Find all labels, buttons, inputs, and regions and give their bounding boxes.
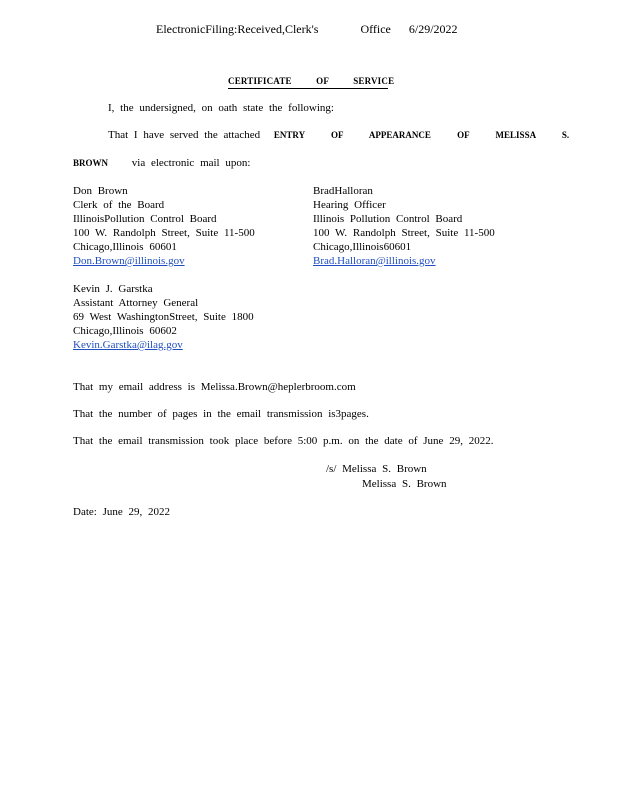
recipient-email-link[interactable]: Don.Brown@illinois.gov: [73, 255, 185, 267]
filing-stamp: ElectronicFiling:Received,Clerk's: [156, 22, 319, 36]
recipient-city: Chicago,Illinois 60601: [73, 241, 177, 253]
served-suffix: via electronic mail upon:: [131, 157, 251, 169]
recipient-email-link[interactable]: Kevin.Garstka@ilag.gov: [73, 339, 183, 351]
recipient-email-link[interactable]: Brad.Halloran@illinois.gov: [313, 255, 436, 267]
signature-name: Melissa S. Brown: [362, 478, 447, 490]
recipient-block: [313, 184, 495, 268]
recipient-street: 100 W. Randolph Street, Suite 11-500: [313, 227, 495, 239]
recipient-name: Don Brown: [73, 185, 128, 197]
filing-office: Office: [360, 22, 391, 36]
recipient-street: 69 West WashingtonStreet, Suite 1800: [73, 311, 254, 323]
date-line: Date: June 29, 2022: [73, 506, 170, 518]
filing-date: 6/29/2022: [408, 22, 458, 36]
recipient-block: [73, 282, 254, 352]
recipient-org: Illinois Pollution Control Board: [313, 213, 463, 225]
statement-pages: That the number of pages in the email transmission is3pages.: [73, 408, 369, 420]
recipient-block: [73, 184, 255, 268]
recipient-name: Kevin J. Garstka: [73, 283, 153, 295]
served-line-cont: [73, 156, 250, 170]
recipient-city: Chicago,Illinois 60602: [73, 325, 177, 337]
recipient-org: IllinoisPollution Control Board: [73, 213, 217, 225]
filing-header: [156, 21, 458, 37]
served-document-cont: BROWN: [73, 158, 109, 168]
statement-email: That my email address is Melissa.Brown@heplerbroom.com: [73, 381, 356, 393]
served-document: ENTRY OF APPEARANCE OF MELISSA S.: [273, 130, 570, 140]
recipient-street: 100 W. Randolph Street, Suite 11-500: [73, 227, 255, 239]
recipient-name: BradHalloran: [313, 185, 373, 197]
served-line: [108, 128, 569, 142]
recipient-city: Chicago,Illinois60601: [313, 241, 412, 253]
statement-time: That the email transmission took place before 5:00 p.m. on the date of June 29, 2022.: [73, 435, 494, 447]
recipient-title: Assistant Attorney General: [73, 297, 199, 309]
certificate-title: CERTIFICATE OF SERVICE: [228, 74, 388, 89]
signature-line: /s/ Melissa S. Brown: [326, 463, 427, 475]
recipient-title: Hearing Officer: [313, 199, 386, 211]
recipient-title: Clerk of the Board: [73, 199, 165, 211]
served-prefix: That I have served the attached: [108, 129, 261, 141]
intro-paragraph: I, the undersigned, on oath state the following:: [108, 102, 334, 114]
